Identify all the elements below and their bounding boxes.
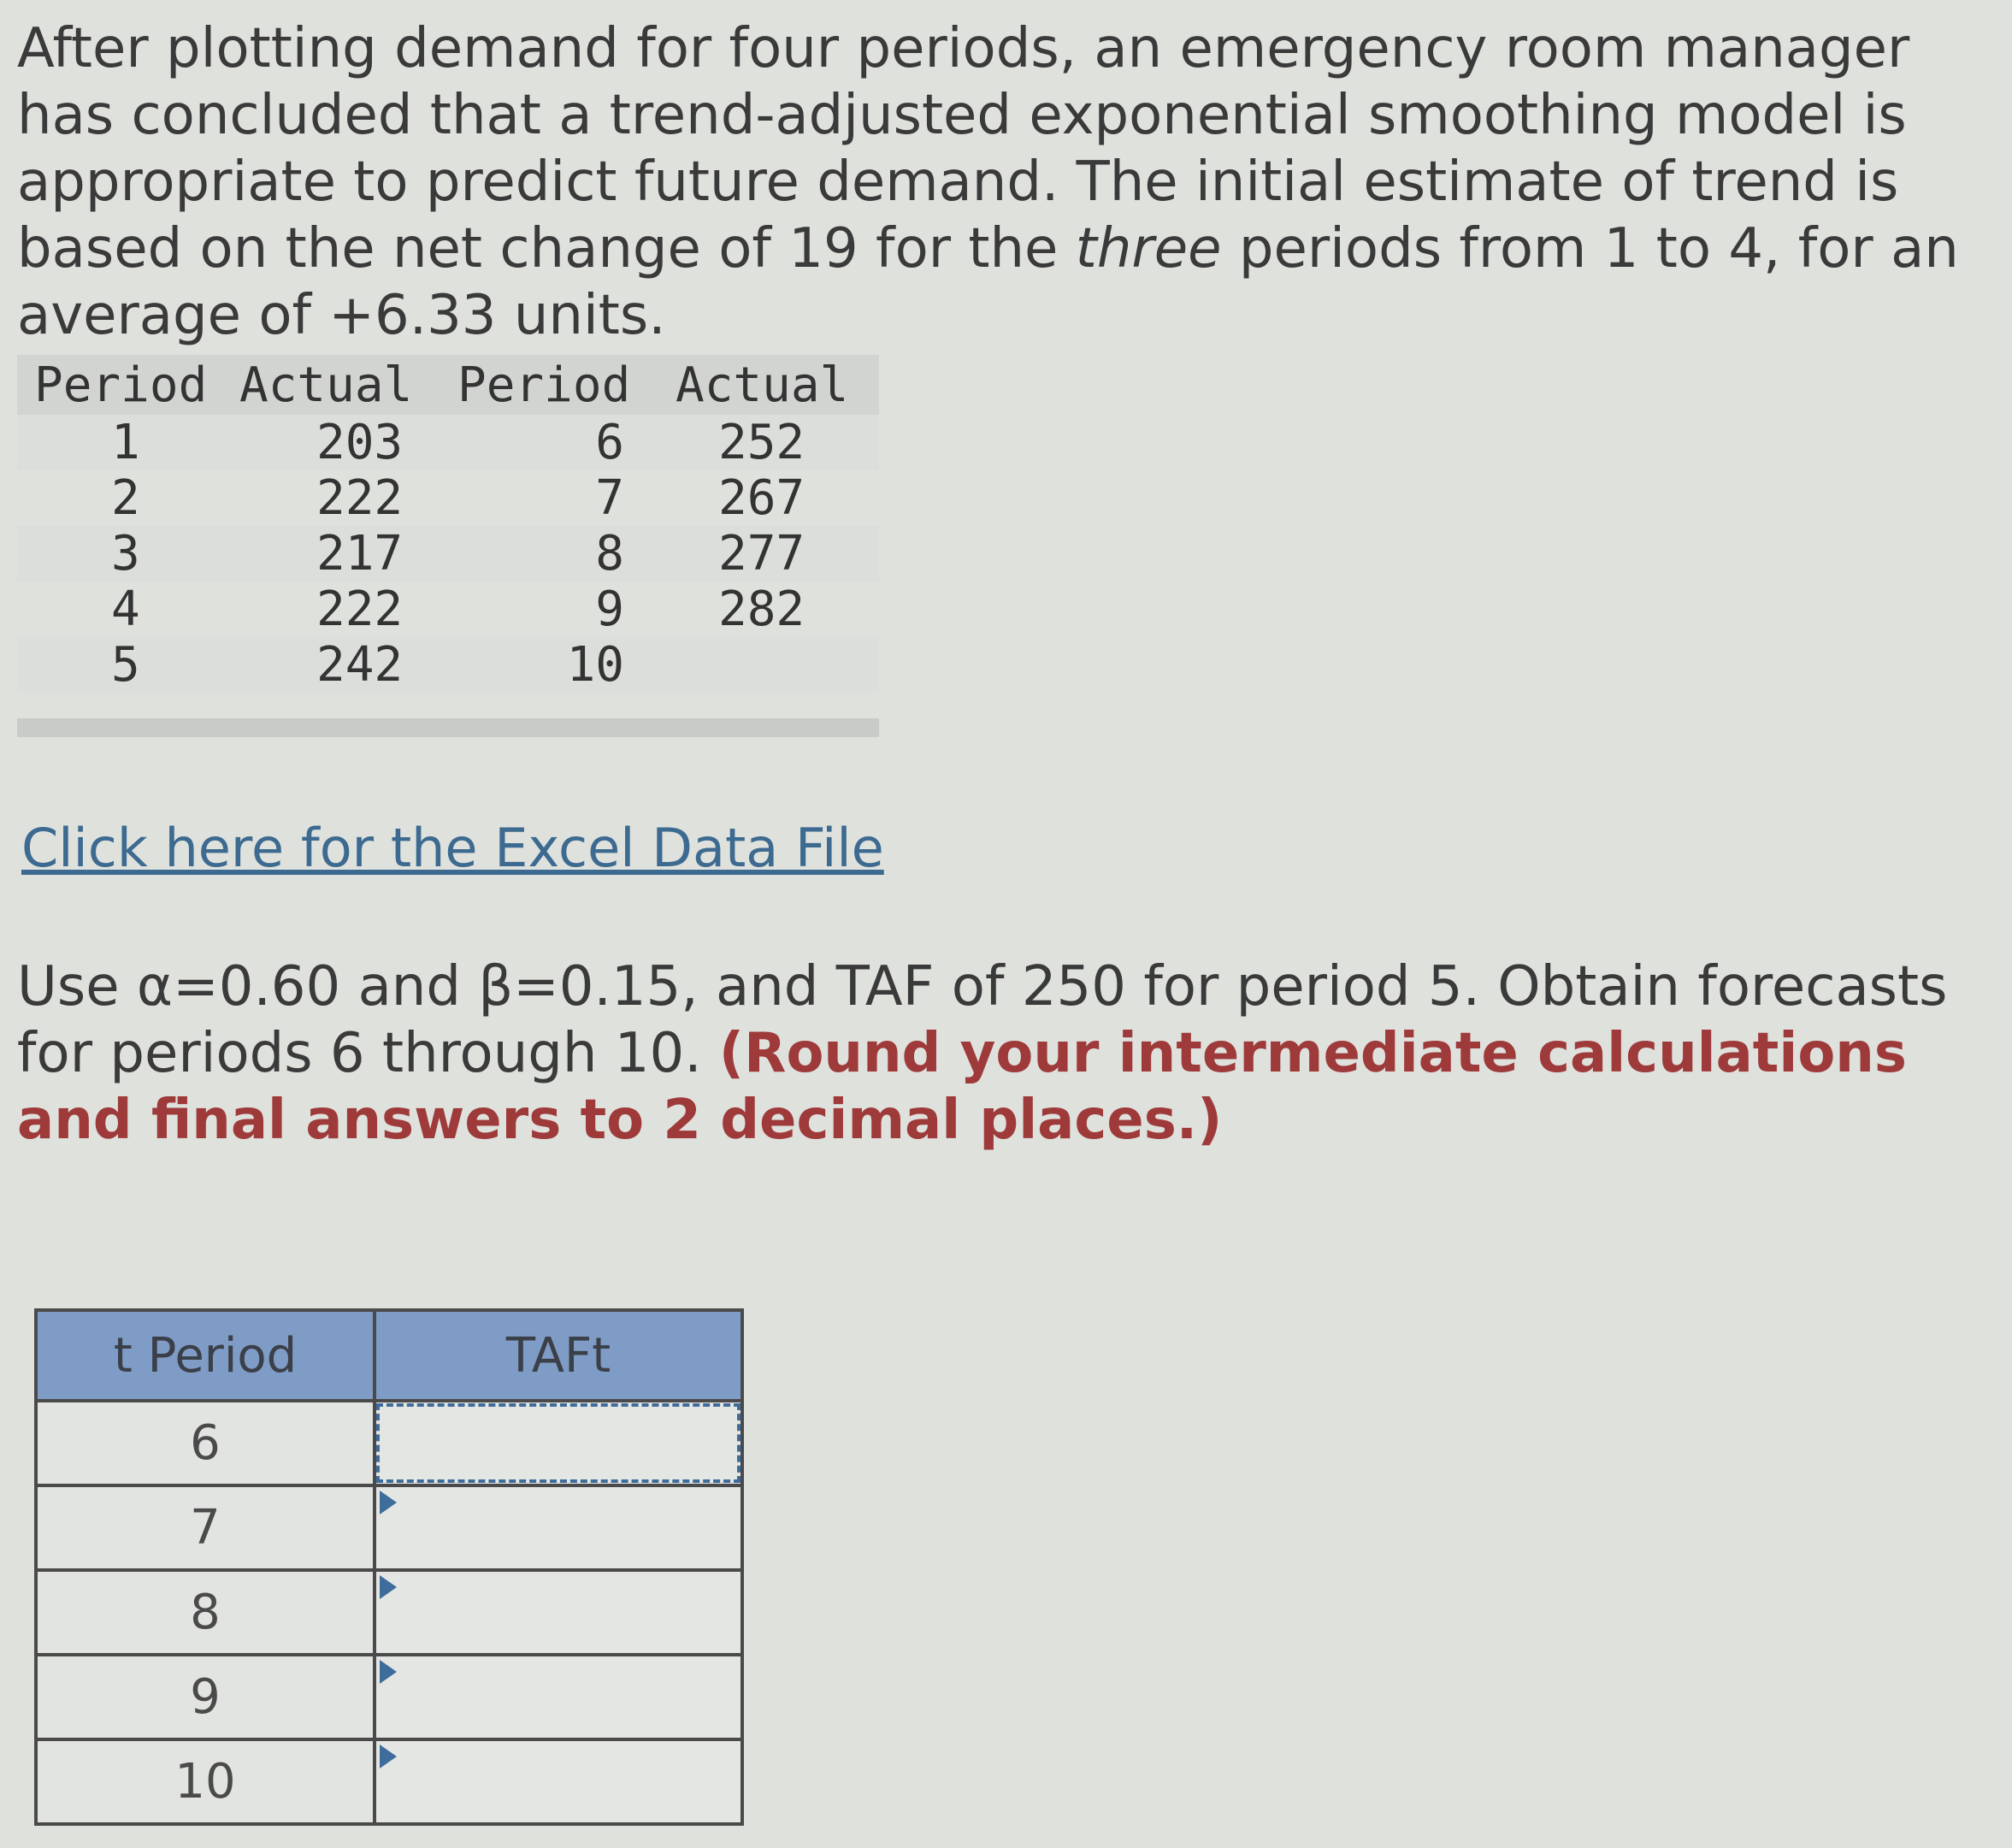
table-footer-bar — [17, 718, 879, 737]
cell: 277 — [718, 526, 805, 582]
taft-cell[interactable] — [375, 1401, 742, 1485]
taft-cell[interactable] — [375, 1485, 742, 1570]
cell: 222 — [316, 470, 404, 526]
cell: 7 — [595, 470, 624, 526]
taft-input[interactable] — [376, 1657, 740, 1737]
table-row — [36, 1570, 742, 1655]
period-cell: 10 — [36, 1739, 375, 1824]
table-row — [17, 526, 879, 582]
intro-emphasis: three — [1075, 217, 1222, 280]
cell: 9 — [595, 582, 624, 637]
table-row — [36, 1739, 742, 1824]
demand-data-table — [17, 355, 879, 737]
taft-cell[interactable] — [375, 1739, 742, 1824]
cell: 203 — [316, 415, 404, 470]
data-table-header — [17, 355, 879, 415]
period-cell: 8 — [36, 1570, 375, 1655]
table-row — [36, 1655, 742, 1739]
cell: 10 — [566, 637, 624, 693]
answer-table-header — [36, 1310, 742, 1401]
instructions-text: Use α=0.60 and β=0.15, and TAF of 250 for period 5. Obtain forecasts for periods 6 through 10. — [17, 955, 1948, 1085]
triangle-marker-icon — [380, 1660, 397, 1684]
header-actual: Actual — [239, 357, 413, 413]
table-row — [17, 470, 879, 526]
cell: 217 — [316, 526, 404, 582]
cell: 2 — [111, 470, 140, 526]
table-row — [17, 582, 879, 637]
taft-input[interactable] — [376, 1403, 740, 1483]
forecast-answer-table — [34, 1308, 744, 1826]
triangle-marker-icon — [380, 1491, 397, 1514]
header-t-period: t Period — [36, 1310, 375, 1401]
excel-data-file-link[interactable]: Click here for the Excel Data File — [21, 817, 884, 879]
triangle-marker-icon — [380, 1575, 397, 1599]
cell: 5 — [111, 637, 140, 693]
taft-input[interactable] — [376, 1742, 740, 1821]
intro-text-end: periods from 1 to 4, for an average of +6.33 units. — [17, 217, 1959, 347]
table-row — [36, 1485, 742, 1570]
cell: 8 — [595, 526, 624, 582]
taft-cell[interactable] — [375, 1655, 742, 1739]
cell: 4 — [111, 582, 140, 637]
cell: 222 — [316, 582, 404, 637]
table-row — [36, 1401, 742, 1485]
intro-text: After plotting demand for four periods, an emergency room manager has concluded that a trend-adjusted exponential smoothing model is appropriate to predict future demand. The initial estimate of trend is based on the net change of 19 for the — [17, 17, 1910, 280]
taft-input[interactable] — [376, 1488, 740, 1568]
cell: 6 — [595, 415, 624, 470]
rounding-note: (Round your intermediate calculations and final answers to 2 decimal places.) — [17, 1022, 1907, 1152]
taft-cell[interactable] — [375, 1570, 742, 1655]
problem-statement — [17, 15, 1992, 349]
table-row — [17, 415, 879, 470]
header-period-2: Period — [457, 357, 631, 413]
cell: 267 — [718, 470, 805, 526]
cell: 252 — [718, 415, 805, 470]
cell: 3 — [111, 526, 140, 582]
cell: 1 — [111, 415, 140, 470]
table-row — [17, 637, 879, 693]
header-period: Period — [34, 357, 208, 413]
taft-input[interactable] — [376, 1573, 740, 1652]
period-cell: 9 — [36, 1655, 375, 1739]
period-cell: 7 — [36, 1485, 375, 1570]
cell: 242 — [316, 637, 404, 693]
header-actual-2: Actual — [676, 357, 849, 413]
instructions — [17, 954, 1992, 1154]
triangle-marker-icon — [380, 1745, 397, 1768]
period-cell: 6 — [36, 1401, 375, 1485]
header-taft: TAFt — [375, 1310, 742, 1401]
cell: 282 — [718, 582, 805, 637]
